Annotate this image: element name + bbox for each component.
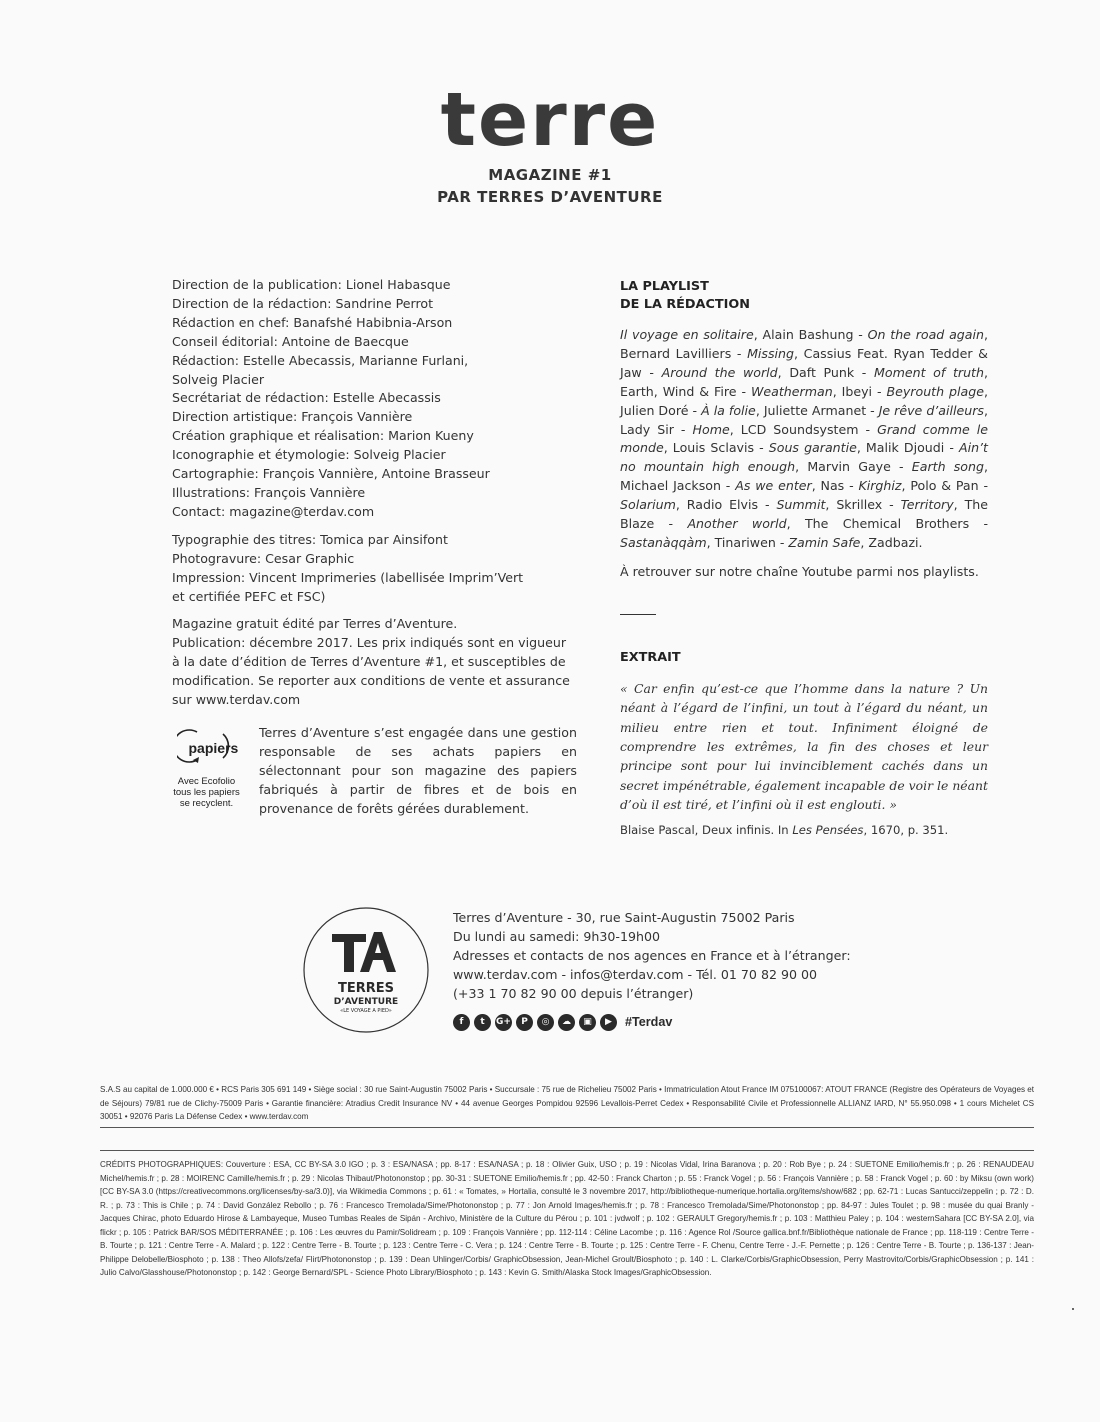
photo-credits: CRÉDITS PHOTOGRAPHIQUES: Couverture : ESA, CC BY-SA 3.0 IGO ; p. 3 : ESA/NASA ; pp. 8-17 : ESA/NASA ; p. 18 : Olivier Guix, USO ; p. 19 : Nicolas Vidal, Irina Baranova ; p. 20 : Rob Bye ; p. 24 : SUETONE Emilio/hemis.fr ; p. 26 : RENAUDEAU Michel/hemis.fr ; p. 28 : MOIRENC Camille/hemis.fr ; p. 29 : Nicolas Thibaut/Photononstop ; pp. 30-31 : SUETONE Emilio/hemis.fr ; pp. 42-50 : Franck Charton ; p. 55 : Franck Vogel ; p. 56 : François Vannière ; p. 58 : Franck Vogel ; p. 60 : by Miksu (own work) [CC BY-SA 3.0 (https://creativecommons.org/licenses/by-sa/3.0)], via Wikimedia Commons ; p. 61 : « Tomates, » Hortalia, consulté le 3 novembre 2017, http://bibliotheque-numerique.hortalia.org/items/show/682 ; pp. 62-71 : Lucas Santucci/zeppelin ; p. 72 : D. R. ; p. 73 : This is Chile ; p. 74 : David González Rebollo ; p. 76 : Francesco Tremolada/Sime/Photononstop ; p. 77 : Jon Arnold Images/hemis.fr ; p. 78 : Francesco Tremolada/Sime/Photononstop ; pp. 84-97 : Jules Toulet ; p. 98 : musée du quai Branly - Jacques Chirac, photo Eduardo Hirose & Lambayeque, Museo Tumbas Reales de Sipán - Archivo, Ministère de la Culture du Pérou ; p. 101 : jvdwolf ; p. 102 : GERAULT Gregory/hemis.fr ; p. 103 : Matthieu Paley ; p. 104 : westernSahara [CC BY-SA 2.0], via flickr ; p. 105 : Patrick BAR/SOS MÉDITERRANÉE ; p. 106 : Les œuvres du Pamir/Solidream ; p. 109 : François Vannière ; pp. 112-114 : Céline Lacombe ; p. 116 : Agence Rol /Source gallica.bnf.fr/Bibliothèque nationale de France ; pp. 118-119 : Centre Terre - B. Tourte ; p. 121 : Centre Terre - A. Malard ; p. 122 : Centre Terre - B. Tourte ; p. 123 : Centre Terre - C. Vera ; p. 124 : Centre Terre - B. Tourte ; p. 125 : Centre Terre - F. Chenu, Centre Terre - J.-F. Pernette ; p. 126 : Centre Terre - B. Tourte ; p. 136-137 : Jean-Philippe Delobelle/Biosphoto ; p. 138 : Theo Allofs/zefa/ Flirt/Photononstop ; p. 139 : Dean Uhlinger/Corbis/ GraphicObsession, Jean-Michel Groult/Biosphoto ; p. 140 : L. Clarke/Corbis/GraphicObsession, Perry Mastrovito/Corbis/GraphicObsession ; p. 141 : Julio Calvo/Glasshouse/Photononstop ; p. 142 : George Bernard/SPL - Science Photo Library/Biosphoto ; p. 143 : Kevin G. Smith/Alaska Stock Images/GraphicObsession.	[100, 1160, 1034, 1277]
song-title: Je rêve d’ailleurs	[878, 402, 984, 418]
song-title: Solarium	[620, 497, 676, 513]
citation-text: Blaise Pascal, Deux infinis. In	[620, 822, 793, 837]
ecofolio-badge	[164, 724, 249, 809]
playlist-text	[620, 326, 988, 553]
pascal-quote: « Car enfin qu’est-ce que l’homme dans la nature ? Un néant à l’égard de l’infini, un tout à l’égard du néant, un milieu entre rien et tout. Infiniment éloigné de comprendre les extrêmes, la fin des choses et leur principe sont pour lui invinciblement cachés dans un secret impénétrable, également incapable de voir le néant d’où il est tiré, et l’infini où il est englouti. »	[620, 680, 988, 813]
publisher-line: PAR TERRES D’AVENTURE	[437, 188, 663, 206]
staff-line: Rédaction: Estelle Abecassis, Marianne Furlani,	[172, 352, 469, 368]
quote-citation	[620, 821, 988, 839]
artist-text: , Nas -	[811, 478, 859, 494]
ecofolio-block	[164, 724, 584, 824]
section-divider	[620, 614, 656, 615]
song-title: Another world	[687, 516, 787, 532]
artist-text: , LCD Soundsystem -	[729, 421, 878, 437]
artist-text: , Earth, Wind & Fire -	[620, 364, 988, 399]
song-title: Beyrouth plage	[886, 383, 984, 399]
staff-line: Photogravure: Cesar Graphic	[172, 550, 355, 566]
staff-line: Direction de la publication: Lionel Habasque	[172, 277, 451, 292]
contact-block	[453, 908, 913, 1003]
artist-text: , Louis Sclavis -	[663, 440, 769, 456]
artist-text: , The Chemical Brothers -	[786, 516, 989, 532]
staff-line: Cartographie: François Vannière, Antoine Brasseur	[172, 466, 490, 482]
song-title: Summit	[776, 497, 826, 513]
artist-text: , Polo & Pan -	[901, 478, 989, 494]
song-title: Territory	[900, 497, 954, 513]
song-title: Il voyage en solitaire	[620, 327, 754, 342]
hashtag: #Terdav	[625, 1015, 673, 1029]
citation-text: , 1670, p. 351.	[863, 822, 949, 837]
song-title: Kirghiz	[858, 478, 902, 494]
artist-text: , Bernard Lavilliers -	[620, 327, 989, 361]
svg-text:D’AVENTURE: D’AVENTURE	[333, 997, 399, 1007]
svg-text:TERRES: TERRES	[337, 981, 395, 996]
caption-line: se recyclent.	[179, 798, 234, 809]
social-icons-row	[453, 1012, 672, 1032]
staff-line: sur www.terdav.com	[172, 692, 301, 708]
artist-text: , Zadbazi.	[860, 534, 923, 550]
ecofolio-word: papiers	[188, 740, 239, 756]
song-title: Around the world	[661, 364, 778, 380]
staff-line: Solveig Placier	[172, 371, 265, 387]
artist-text: , Julien Doré -	[620, 383, 988, 418]
instagram-icon[interactable]: ◎	[537, 1014, 554, 1031]
artist-text: , Radio Elvis -	[675, 497, 777, 513]
staff-group-publication	[172, 615, 577, 710]
song-title: À la folie	[701, 402, 756, 418]
youtube-icon[interactable]: ▶	[600, 1014, 617, 1031]
google-plus-icon[interactable]: G+	[495, 1014, 512, 1031]
credits-rule	[100, 1150, 1034, 1151]
song-title: Ain’t no mountain high enough	[620, 440, 988, 475]
artist-text: , Ibeyi -	[832, 383, 887, 399]
terres-daventure-logo	[302, 906, 430, 1034]
heading-line: DE LA RÉDACTION	[620, 297, 750, 312]
contact-line: Adresses et contacts de nos agences en France et à l’étranger:	[453, 948, 851, 963]
heading-line: LA PLAYLIST	[620, 279, 709, 294]
staff-line: Direction de la rédaction: Sandrine Perrot	[172, 295, 434, 311]
staff-group-production	[172, 531, 577, 607]
artist-text: , Skrillex -	[825, 497, 901, 513]
ecofolio-text: Terres d’Aventure s’est engagée dans une gestion responsable de ses achats papiers en sélectonnant pour son magazine des papiers fabriqués à partir de fibres et de bois en provenance de forêts gérées durablement.	[259, 725, 577, 816]
staff-column	[172, 276, 577, 710]
artist-text: , Tinariwen -	[706, 534, 789, 550]
facebook-icon[interactable]: f	[453, 1014, 470, 1031]
song-title: Earth song	[911, 459, 984, 475]
twitter-icon[interactable]: t	[474, 1014, 491, 1031]
song-title: Moment of truth	[874, 364, 984, 380]
legal-rule	[100, 1127, 1034, 1128]
artist-text: , Lady Sir -	[620, 402, 989, 437]
artist-text: , Cassius Feat. Ryan Tedder & Jaw -	[620, 345, 989, 380]
song-title: As we enter	[735, 478, 812, 494]
staff-line: Publication: décembre 2017. Les prix indiqués sont en vigueur	[172, 635, 566, 651]
contact-line: Terres d’Aventure - 30, rue Saint-Augustin 75002 Paris	[453, 910, 795, 925]
song-title: Grand comme le monde	[620, 421, 988, 456]
cloud-icon[interactable]: ☁	[558, 1014, 575, 1031]
artist-text: , Alain Bashung -	[753, 327, 868, 342]
staff-line: Secrétariat de rédaction: Estelle Abecassis	[172, 390, 441, 406]
artist-text: , Juliette Armanet -	[755, 402, 879, 418]
tv-icon[interactable]: ▣	[579, 1014, 596, 1031]
masthead	[0, 77, 1100, 208]
song-title: Sous garantie	[768, 440, 857, 456]
svg-text:«LE VOYAGE A PIED»: «LE VOYAGE A PIED»	[340, 1008, 392, 1014]
pinterest-icon[interactable]: P	[516, 1014, 533, 1031]
caption-line: tous les papiers	[173, 787, 240, 798]
staff-line: Conseil éditorial: Antoine de Baecque	[172, 333, 409, 349]
contact-line: www.terdav.com - infos@terdav.com - Tél. 01 70 82 90 00	[453, 967, 818, 982]
playlist-heading	[620, 278, 988, 314]
recycle-icon	[177, 726, 237, 766]
song-title: Weatherman	[750, 383, 833, 399]
staff-line: à la date d’édition de Terres d’Aventure #1, et susceptibles de	[172, 654, 566, 670]
staff-line: Création graphique et réalisation: Marion Kueny	[172, 428, 474, 444]
staff-line: Illustrations: François Vannière	[172, 484, 366, 500]
contact-line: (+33 1 70 82 90 00 depuis l’étranger)	[453, 986, 694, 1001]
staff-line: Rédaction en chef: Banafshé Habibnia-Arson	[172, 314, 453, 330]
artist-text: , The Blaze -	[620, 497, 989, 532]
staff-line: et certifiée PEFC et FSC)	[172, 588, 326, 604]
artist-text: , Daft Punk -	[777, 364, 875, 380]
caption-line: Avec Ecofolio	[177, 776, 236, 787]
staff-line: Direction artistique: François Vannière	[172, 409, 413, 425]
staff-group-editorial	[172, 276, 577, 522]
right-column	[620, 278, 988, 839]
legal-notice: S.A.S au capital de 1.000.000 € • RCS Paris 305 691 149 • Siège social : 30 rue Saint-Augustin 75002 Paris • Succursale : 75 rue de Richelieu 75002 Paris • Immatriculation Atout France IM 075100067: ATOUT FRANCE (Registre des Opérateurs de Voyages et de Séjours) 79/81 rue de Clichy-75009 Paris • Garantie financière: Atradius Credit Insurance NV • 44 avenue Georges Pompidou 92596 Levallois-Perret Cedex • Responsabilité Civile et Professionnelle ALLIANZ IARD, N° 55.950.098 • 1 cours Michelet CS 30051 • 92076 Paris La Défense Cedex • www.terdav.com	[100, 1085, 1034, 1121]
artist-text: , Michael Jackson -	[620, 459, 988, 494]
ecofolio-caption	[164, 776, 249, 809]
artist-text: , Marvin Gaye -	[795, 459, 912, 475]
staff-line: Impression: Vincent Imprimeries (labellisée Imprim’Vert	[172, 569, 524, 585]
extrait-heading: EXTRAIT	[620, 649, 681, 665]
terre-logo: terre	[440, 77, 660, 163]
scan-dot	[1072, 1308, 1074, 1310]
staff-line: modification. Se reporter aux conditions de vente et assurance	[172, 673, 570, 689]
citation-title: Les Pensées	[792, 822, 864, 837]
song-title: Home	[692, 421, 730, 437]
song-title: Sastanàqqàm	[620, 534, 707, 550]
song-title: Zamin Safe	[788, 534, 861, 550]
song-title: On the road again	[867, 327, 984, 342]
staff-line: Magazine gratuit édité par Terres d’Aventure.	[172, 616, 458, 632]
staff-line: Iconographie et étymologie: Solveig Placier	[172, 447, 446, 463]
magazine-issue: MAGAZINE #1	[488, 166, 612, 184]
staff-line: Typographie des titres: Tomica par Ainsifont	[172, 531, 448, 547]
artist-text: , Malik Djoudi -	[856, 440, 959, 456]
staff-line: Contact: magazine@terdav.com	[172, 503, 375, 519]
song-title: Missing	[747, 345, 795, 361]
contact-line: Du lundi au samedi: 9h30-19h00	[453, 929, 660, 944]
playlist-note: À retrouver sur notre chaîne Youtube parmi nos playlists.	[620, 563, 979, 579]
